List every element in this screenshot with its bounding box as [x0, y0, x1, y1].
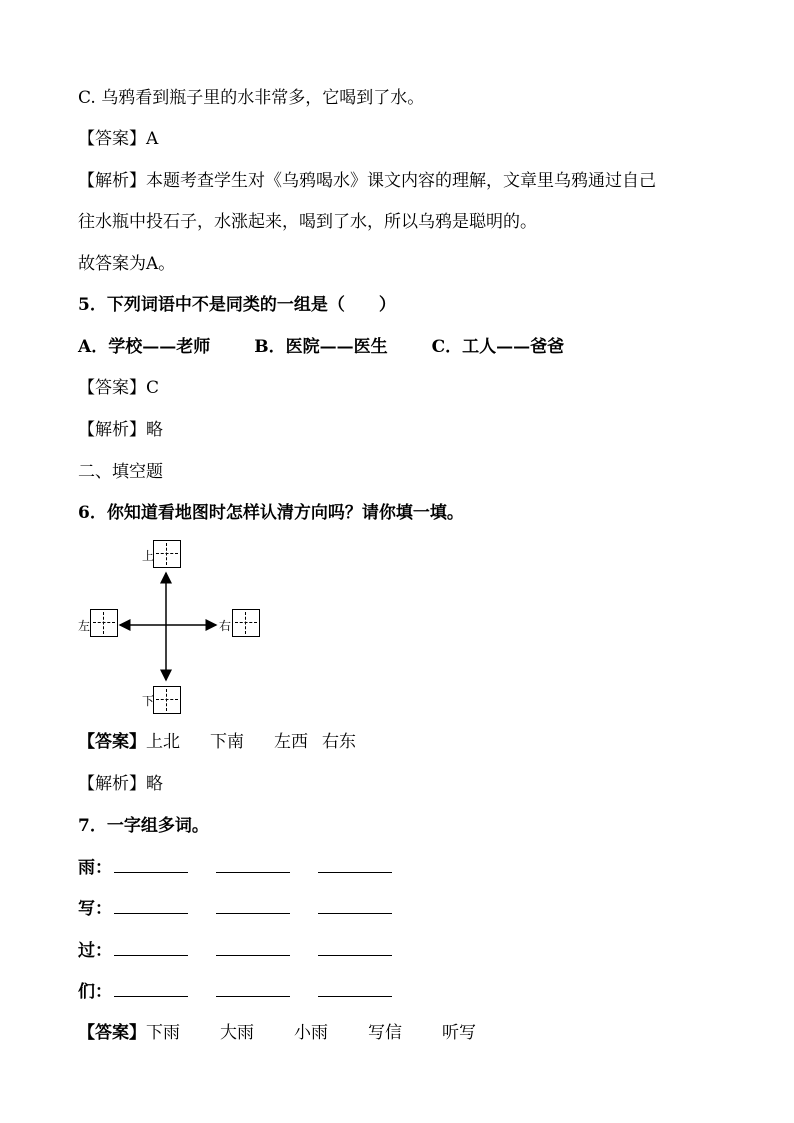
q6-answer-1: 上北 [146, 732, 180, 752]
q7-answer [78, 1022, 476, 1044]
label-down: 下 [142, 694, 155, 708]
q7-char-4: 们： [78, 982, 112, 1002]
q5-option-b: B．医院——医生 [254, 337, 388, 357]
q7-answer-4: 写信 [368, 1023, 402, 1043]
blank-1-1[interactable] [114, 858, 188, 873]
q7-answer-3: 小雨 [294, 1023, 328, 1043]
label-right: 右 [219, 619, 232, 633]
q7-answer-1: 下雨 [146, 1023, 180, 1043]
q5-option-a: A．学校——老师 [78, 337, 211, 357]
q5-question: 5．下列词语中不是同类的一组是（ ） [78, 295, 396, 315]
blank-1-2[interactable] [216, 858, 290, 873]
q6-answer-3: 左西 [274, 732, 308, 752]
q7-row-3 [78, 940, 420, 962]
blank-2-1[interactable] [114, 899, 188, 914]
direction-diagram [76, 540, 266, 720]
grid-box-left [90, 609, 118, 637]
blank-3-3[interactable] [318, 941, 392, 956]
blank-4-1[interactable] [114, 982, 188, 997]
q5-options [78, 336, 564, 358]
q7-char-1: 雨： [78, 858, 112, 878]
q7-char-3: 过： [78, 941, 112, 961]
q5-option-c: C．工人——爸爸 [431, 337, 565, 357]
blank-2-2[interactable] [216, 899, 290, 914]
q6-answer [78, 731, 356, 753]
q7-row-4 [78, 981, 420, 1003]
blank-4-3[interactable] [318, 982, 392, 997]
q7-row-2 [78, 898, 420, 920]
q6-question: 6．你知道看地图时怎样认清方向吗？请你填一填。 [78, 503, 464, 523]
blank-2-3[interactable] [318, 899, 392, 914]
grid-box-down [153, 686, 181, 714]
blank-3-1[interactable] [114, 941, 188, 956]
q4-analysis-line1: 【解析】本题考查学生对《乌鸦喝水》课文内容的理解，文章里乌鸦通过自己 [78, 171, 656, 191]
q4-answer: 【答案】A [78, 129, 159, 149]
q7-answer-5: 听写 [442, 1023, 476, 1043]
q6-answer-prefix: 【答案】 [78, 732, 146, 752]
q6-answer-4: 右东 [322, 732, 356, 752]
q6-answer-2: 下南 [210, 732, 244, 752]
q5-answer: 【答案】C [78, 378, 160, 398]
q4-conclusion: 故答案为A。 [78, 254, 176, 274]
q6-analysis: 【解析】略 [78, 774, 163, 794]
blank-4-2[interactable] [216, 982, 290, 997]
q7-answer-2: 大雨 [220, 1023, 254, 1043]
blank-1-3[interactable] [318, 858, 392, 873]
label-left: 左 [78, 619, 91, 633]
blank-3-2[interactable] [216, 941, 290, 956]
label-up: 上 [142, 549, 155, 563]
grid-box-up [153, 540, 181, 568]
q7-question: 7．一字组多词。 [78, 816, 209, 836]
q7-char-2: 写： [78, 899, 112, 919]
q7-answer-prefix: 【答案】 [78, 1023, 146, 1043]
q4-analysis-line2: 往水瓶中投石子，水涨起来，喝到了水，所以乌鸦是聪明的。 [78, 212, 537, 232]
section-title: 二、填空题 [78, 462, 163, 482]
q4-option-c: C. 乌鸦看到瓶子里的水非常多，它喝到了水。 [78, 88, 425, 108]
q5-analysis: 【解析】略 [78, 420, 163, 440]
q7-row-1 [78, 857, 420, 879]
grid-box-right [232, 609, 260, 637]
